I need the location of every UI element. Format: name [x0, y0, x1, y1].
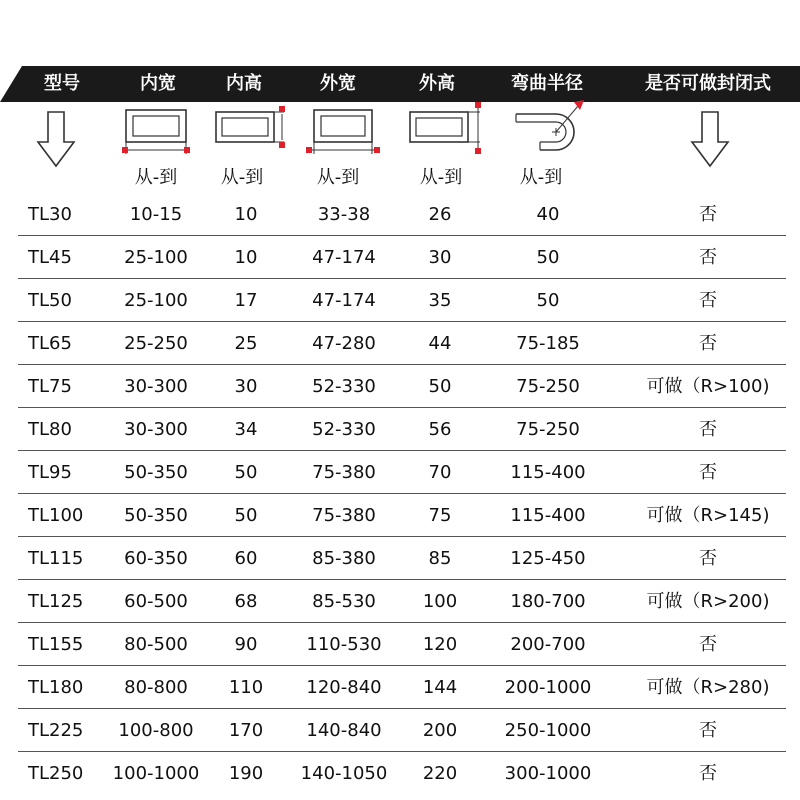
cell-bend-radius: 50: [536, 290, 560, 311]
cell-inner-width: 60-350: [124, 548, 188, 569]
table-row: [0, 494, 800, 537]
cell-bend-radius: 250-1000: [504, 720, 592, 741]
cell-outer-width: 140-840: [306, 720, 382, 741]
cell-model: TL155: [28, 634, 84, 655]
range-label-bend-radius: 从-到: [519, 167, 563, 188]
header-inner-width: 内宽: [140, 73, 176, 94]
table-row: [0, 236, 800, 279]
cell-model: TL125: [28, 591, 84, 612]
cell-inner-height: 10: [234, 247, 258, 268]
cell-outer-height: 35: [428, 290, 452, 311]
cell-closed-type: 可做（R>145): [646, 505, 770, 526]
cell-inner-height: 110: [228, 677, 264, 698]
cell-model: TL75: [28, 376, 72, 397]
cell-bend-radius: 115-400: [510, 505, 586, 526]
cell-outer-height: 50: [428, 376, 452, 397]
table-row: [0, 279, 800, 322]
cell-closed-type: 否: [699, 548, 717, 569]
outer-height-diagram-icon: [404, 102, 488, 160]
cell-outer-width: 85-380: [312, 548, 376, 569]
cell-inner-width: 25-250: [124, 333, 188, 354]
header-inner-height: 内高: [226, 73, 262, 94]
table-row: [0, 752, 800, 795]
cell-bend-radius: 300-1000: [504, 763, 592, 784]
cell-inner-height: 170: [228, 720, 264, 741]
table-row: [0, 666, 800, 709]
cell-outer-width: 140-1050: [300, 763, 388, 784]
cell-bend-radius: 180-700: [510, 591, 586, 612]
cell-outer-height: 56: [428, 419, 452, 440]
cell-outer-height: 26: [428, 204, 452, 225]
cell-outer-height: 144: [422, 677, 458, 698]
inner-height-diagram-icon: [210, 104, 290, 158]
cell-outer-height: 70: [428, 462, 452, 483]
cell-model: TL50: [28, 290, 72, 311]
table-row: [0, 193, 800, 236]
cell-inner-width: 25-100: [124, 247, 188, 268]
cell-inner-height: 50: [234, 462, 258, 483]
cell-bend-radius: 75-250: [516, 419, 580, 440]
header-outer-height: 外高: [419, 73, 455, 94]
table-row: [0, 537, 800, 580]
down-arrow-icon: [690, 110, 730, 170]
cell-inner-width: 100-1000: [112, 763, 200, 784]
cell-closed-type: 可做（R>280): [646, 677, 770, 698]
cell-model: TL180: [28, 677, 84, 698]
cell-closed-type: 否: [699, 333, 717, 354]
cell-inner-height: 190: [228, 763, 264, 784]
cell-model: TL30: [28, 204, 72, 225]
cell-bend-radius: 115-400: [510, 462, 586, 483]
cell-closed-type: 否: [699, 204, 717, 225]
cell-outer-width: 52-330: [312, 376, 376, 397]
header-outer-width: 外宽: [320, 73, 356, 94]
cell-inner-height: 10: [234, 204, 258, 225]
table-row: [0, 580, 800, 623]
inner-width-diagram-icon: [120, 104, 196, 158]
bend-radius-diagram-icon: [510, 98, 590, 154]
cell-inner-width: 50-350: [124, 505, 188, 526]
cell-inner-height: 17: [234, 290, 258, 311]
cell-outer-height: 85: [428, 548, 452, 569]
header-model: 型号: [44, 73, 80, 94]
cell-inner-width: 10-15: [129, 204, 183, 225]
cell-closed-type: 否: [699, 763, 717, 784]
cell-bend-radius: 75-250: [516, 376, 580, 397]
cell-closed-type: 可做（R>200): [646, 591, 770, 612]
cell-inner-width: 50-350: [124, 462, 188, 483]
cell-model: TL95: [28, 462, 72, 483]
cell-model: TL80: [28, 419, 72, 440]
cell-outer-height: 100: [422, 591, 458, 612]
table-row: [0, 322, 800, 365]
cell-inner-height: 60: [234, 548, 258, 569]
cell-model: TL65: [28, 333, 72, 354]
cell-model: TL45: [28, 247, 72, 268]
header-bend-radius: 弯曲半径: [511, 73, 583, 94]
cell-closed-type: 否: [699, 634, 717, 655]
range-label-outer-height: 从-到: [419, 167, 463, 188]
cell-outer-height: 120: [422, 634, 458, 655]
cell-model: TL100: [28, 505, 84, 526]
cell-outer-width: 110-530: [306, 634, 382, 655]
table-row: [0, 451, 800, 494]
cell-bend-radius: 50: [536, 247, 560, 268]
cell-outer-height: 220: [422, 763, 458, 784]
cell-inner-height: 50: [234, 505, 258, 526]
cell-outer-width: 75-380: [312, 462, 376, 483]
cell-bend-radius: 200-1000: [504, 677, 592, 698]
cell-inner-width: 25-100: [124, 290, 188, 311]
range-label-inner-width: 从-到: [134, 167, 178, 188]
cell-outer-width: 47-174: [312, 247, 376, 268]
cell-inner-width: 60-500: [124, 591, 188, 612]
cell-model: TL115: [28, 548, 84, 569]
cell-model: TL250: [28, 763, 84, 784]
cell-outer-height: 200: [422, 720, 458, 741]
table-row: [0, 365, 800, 408]
cell-inner-width: 30-300: [124, 419, 188, 440]
cell-outer-width: 75-380: [312, 505, 376, 526]
cell-inner-width: 30-300: [124, 376, 188, 397]
cell-bend-radius: 40: [536, 204, 560, 225]
range-label-inner-height: 从-到: [220, 167, 264, 188]
cell-closed-type: 否: [699, 419, 717, 440]
cell-model: TL225: [28, 720, 84, 741]
cell-inner-width: 80-800: [124, 677, 188, 698]
cell-bend-radius: 200-700: [510, 634, 586, 655]
cell-outer-height: 30: [428, 247, 452, 268]
cell-outer-width: 33-38: [317, 204, 371, 225]
cell-closed-type: 可做（R>100): [646, 376, 770, 397]
cell-outer-height: 44: [428, 333, 452, 354]
cell-inner-height: 90: [234, 634, 258, 655]
cell-inner-width: 100-800: [118, 720, 194, 741]
cell-outer-height: 75: [428, 505, 452, 526]
cell-closed-type: 否: [699, 290, 717, 311]
cell-bend-radius: 75-185: [516, 333, 580, 354]
cell-closed-type: 否: [699, 247, 717, 268]
cell-outer-width: 47-280: [312, 333, 376, 354]
cell-inner-height: 68: [234, 591, 258, 612]
header-closed-type: 是否可做封闭式: [645, 73, 771, 94]
cell-outer-width: 85-530: [312, 591, 376, 612]
table-row: [0, 709, 800, 752]
cell-inner-width: 80-500: [124, 634, 188, 655]
cell-inner-height: 30: [234, 376, 258, 397]
table-row: [0, 408, 800, 451]
down-arrow-icon: [36, 110, 76, 170]
table-row: [0, 623, 800, 666]
cell-bend-radius: 125-450: [510, 548, 586, 569]
cell-outer-width: 120-840: [306, 677, 382, 698]
cell-closed-type: 否: [699, 462, 717, 483]
cell-inner-height: 25: [234, 333, 258, 354]
cell-inner-height: 34: [234, 419, 258, 440]
cell-closed-type: 否: [699, 720, 717, 741]
outer-width-diagram-icon: [306, 104, 382, 158]
range-label-outer-width: 从-到: [316, 167, 360, 188]
cell-outer-width: 52-330: [312, 419, 376, 440]
cell-outer-width: 47-174: [312, 290, 376, 311]
